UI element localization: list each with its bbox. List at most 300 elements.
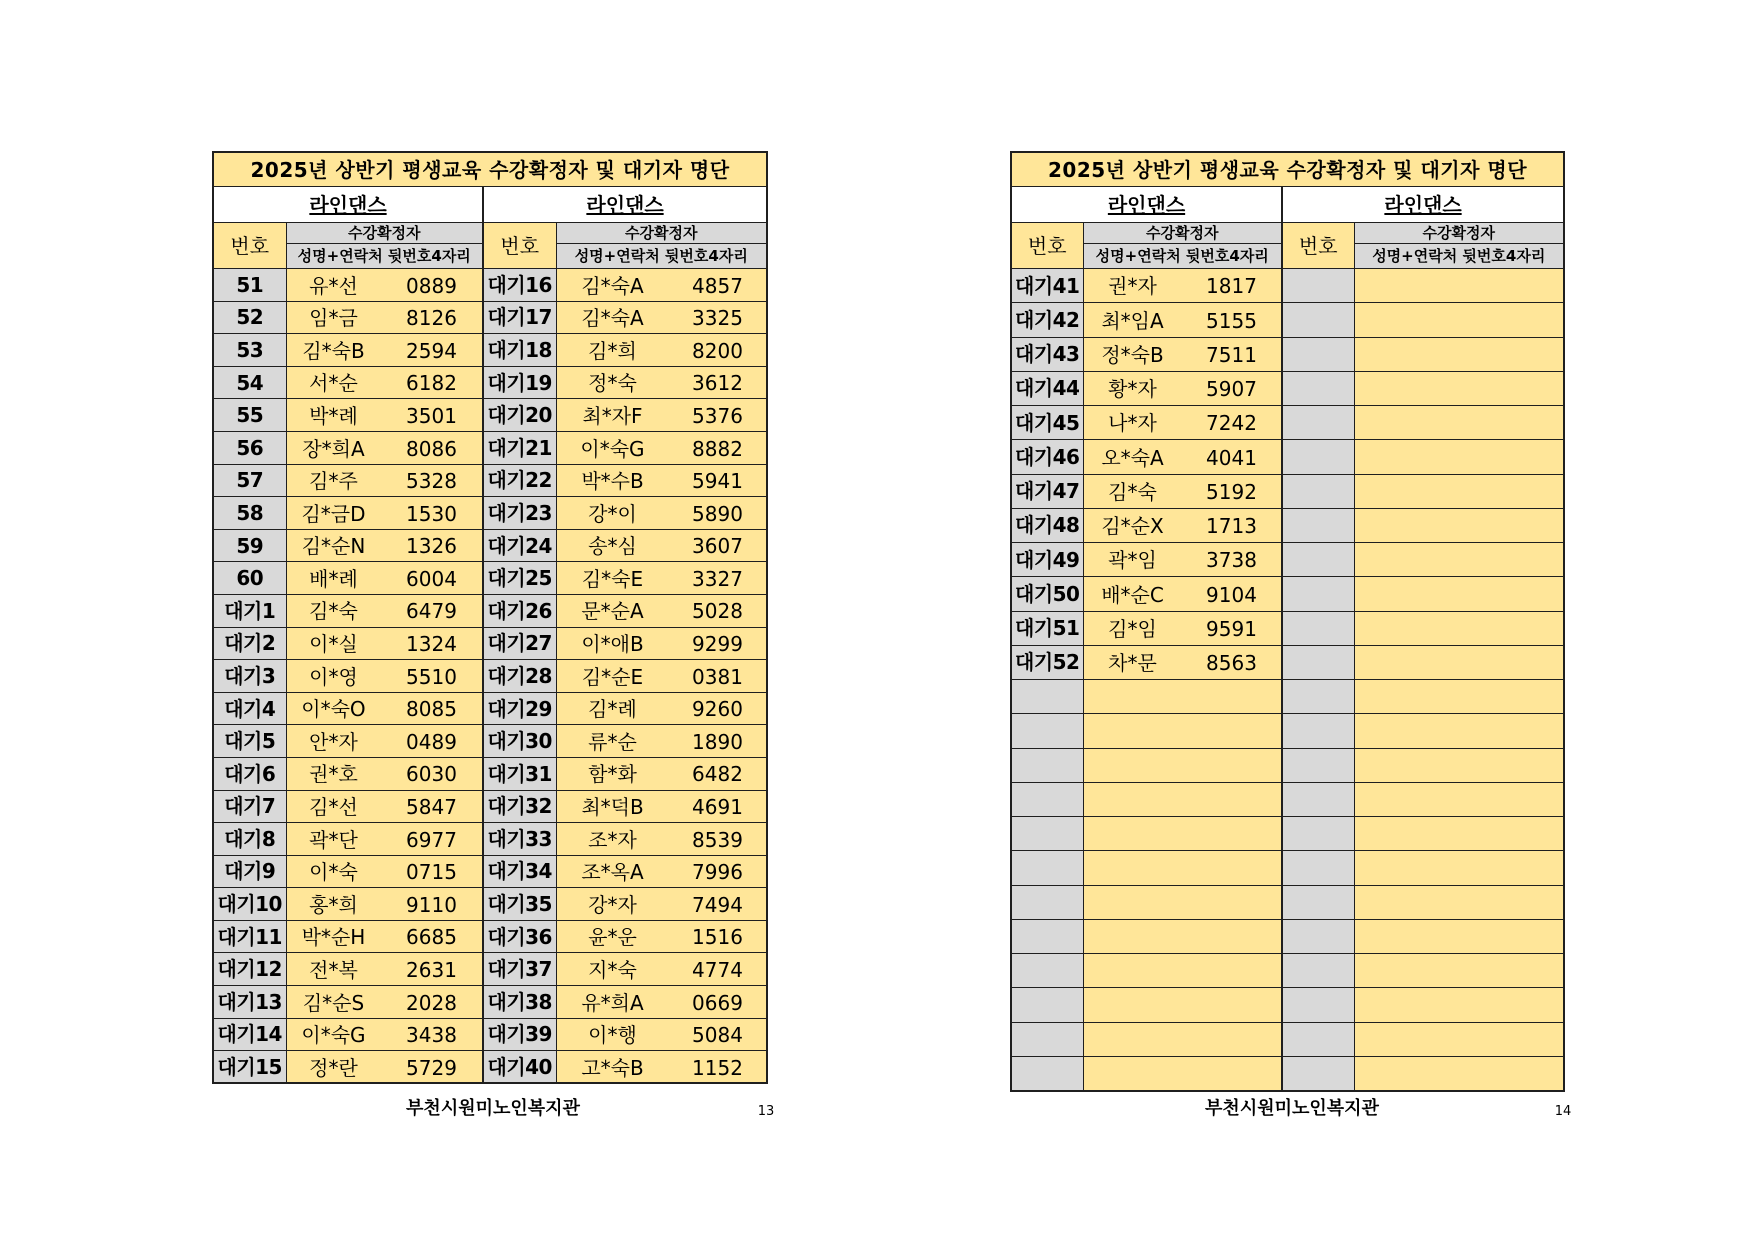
table-row	[1011, 782, 1564, 816]
entry-number: 대기9	[213, 855, 286, 888]
group-header: 수강확정자	[1083, 223, 1282, 244]
entry-number: 대기38	[483, 986, 556, 1019]
organization-footer: 부천시원미노인복지관	[406, 1098, 580, 1119]
entry-cell	[286, 888, 483, 921]
entry-phone-last4: 7242	[1206, 411, 1257, 436]
entry-phone-last4: 3738	[1206, 548, 1257, 573]
entry-cell	[1083, 371, 1282, 405]
entry-number	[1011, 885, 1083, 919]
table-row	[1011, 714, 1564, 748]
entry-number	[1011, 782, 1083, 816]
entry-cell	[556, 301, 767, 334]
entry-phone-last4: 2631	[406, 958, 457, 983]
entry-number	[1282, 440, 1354, 474]
entry-phone-last4: 5028	[692, 599, 743, 624]
entry-number	[1282, 954, 1354, 988]
entry-name: 차*문	[1108, 651, 1157, 676]
entry-phone-last4: 5907	[1206, 377, 1257, 402]
entry-name: 김*임	[1108, 616, 1157, 641]
entry-cell	[1354, 406, 1564, 440]
entry-number	[1282, 406, 1354, 440]
entry-name: 배*순C	[1101, 582, 1164, 607]
roster-table	[212, 151, 768, 1084]
header-row	[1011, 223, 1564, 244]
entry-number: 대기52	[1011, 645, 1083, 679]
entry-cell	[1354, 337, 1564, 371]
entry-phone-last4: 3501	[406, 403, 457, 428]
entry-cell	[1083, 1022, 1282, 1056]
entry-cell	[556, 627, 767, 660]
entry-cell	[556, 725, 767, 758]
entry-cell	[556, 692, 767, 725]
entry-number: 대기37	[483, 953, 556, 986]
entry-cell	[556, 986, 767, 1019]
entry-number: 52	[213, 301, 286, 334]
entry-cell	[286, 855, 483, 888]
entry-phone-last4: 5729	[406, 1055, 457, 1080]
entry-number	[1282, 474, 1354, 508]
table-row	[1011, 337, 1564, 371]
entry-cell	[286, 986, 483, 1019]
entry-name: 이*애B	[581, 632, 644, 657]
entry-number	[1282, 885, 1354, 919]
title-row	[213, 152, 767, 187]
entry-name: 김*숙A	[581, 273, 644, 298]
entry-name: 권*호	[309, 762, 358, 787]
entry-cell	[1354, 748, 1564, 782]
entry-number: 대기10	[213, 888, 286, 921]
entry-name: 김*희	[588, 338, 637, 363]
entry-cell	[1083, 1056, 1282, 1090]
table-row	[213, 1051, 767, 1084]
entry-cell	[1083, 680, 1282, 714]
entry-number: 대기31	[483, 757, 556, 790]
entry-phone-last4: 8563	[1206, 651, 1257, 676]
table-row	[213, 1018, 767, 1051]
section-title: 라인댄스	[586, 192, 664, 217]
entry-cell	[1083, 714, 1282, 748]
entry-phone-last4: 4774	[692, 958, 743, 983]
entry-name: 김*순X	[1101, 514, 1164, 539]
entry-name: 곽*임	[1108, 548, 1157, 573]
entry-phone-last4: 3325	[692, 306, 743, 331]
entry-name: 장*희A	[302, 436, 365, 461]
entry-name: 박*수B	[581, 469, 644, 494]
entry-phone-last4: 8539	[692, 827, 743, 852]
entry-phone-last4: 6030	[406, 762, 457, 787]
entry-cell	[556, 594, 767, 627]
entry-number: 대기15	[213, 1051, 286, 1084]
entry-number: 대기29	[483, 692, 556, 725]
entry-name: 김*례	[588, 697, 637, 722]
entry-cell	[1083, 988, 1282, 1022]
entry-cell	[556, 529, 767, 562]
table-row	[1011, 474, 1564, 508]
entry-number: 대기11	[213, 920, 286, 953]
entry-number: 대기42	[1011, 303, 1083, 337]
entry-name: 정*숙	[588, 371, 637, 396]
table-row	[213, 823, 767, 856]
entry-number: 56	[213, 431, 286, 464]
entry-number	[1282, 508, 1354, 542]
entry-name: 정*란	[309, 1055, 358, 1080]
entry-phone-last4: 4041	[1206, 445, 1257, 470]
entry-cell	[556, 562, 767, 595]
group-header: 수강확정자	[556, 223, 767, 244]
table-row	[1011, 611, 1564, 645]
entry-cell	[556, 334, 767, 367]
entry-number: 대기5	[213, 725, 286, 758]
entry-cell	[286, 920, 483, 953]
entry-name: 강*이	[588, 501, 637, 526]
entry-phone-last4: 3438	[406, 1023, 457, 1048]
table-row	[213, 660, 767, 693]
entry-cell	[1354, 680, 1564, 714]
entry-cell	[1083, 577, 1282, 611]
table-row	[1011, 1022, 1564, 1056]
table-row	[213, 725, 767, 758]
entry-phone-last4: 2594	[406, 338, 457, 363]
table-row	[213, 366, 767, 399]
entry-name: 김*주	[309, 469, 358, 494]
entry-name: 고*숙B	[581, 1055, 644, 1080]
page-number: 14	[1554, 1104, 1572, 1119]
entry-number: 54	[213, 366, 286, 399]
entry-number	[1011, 714, 1083, 748]
entry-cell	[1354, 1056, 1564, 1090]
entry-number: 58	[213, 497, 286, 530]
sub-header: 성명+연락처 뒷번호4자리	[1354, 244, 1564, 269]
entry-phone-last4: 5941	[692, 469, 743, 494]
entry-cell	[1083, 474, 1282, 508]
entry-number	[1011, 748, 1083, 782]
entry-phone-last4: 8200	[692, 338, 743, 363]
entry-number: 대기13	[213, 986, 286, 1019]
entry-number: 대기41	[1011, 269, 1083, 303]
entry-name: 이*숙O	[301, 697, 366, 722]
entry-name: 안*자	[309, 729, 358, 754]
entry-number: 대기18	[483, 334, 556, 367]
entry-name: 전*복	[309, 958, 358, 983]
entry-name: 송*심	[588, 534, 637, 559]
entry-cell	[1354, 303, 1564, 337]
number-header: 번호	[483, 223, 556, 269]
roster-table	[1010, 151, 1565, 1092]
entry-number	[1011, 817, 1083, 851]
entry-phone-last4: 1713	[1206, 514, 1257, 539]
entry-cell	[286, 1051, 483, 1084]
entry-number	[1282, 782, 1354, 816]
entry-number: 대기50	[1011, 577, 1083, 611]
entry-cell	[1354, 611, 1564, 645]
entry-name: 나*자	[1108, 411, 1157, 436]
entry-cell	[1083, 885, 1282, 919]
entry-cell	[1083, 919, 1282, 953]
entry-name: 조*옥A	[581, 860, 644, 885]
table-row	[1011, 988, 1564, 1022]
entry-name: 김*순S	[302, 990, 365, 1015]
entry-cell	[286, 562, 483, 595]
entry-number: 대기34	[483, 855, 556, 888]
entry-cell	[556, 464, 767, 497]
entry-phone-last4: 0715	[406, 860, 457, 885]
entry-name: 강*자	[588, 892, 637, 917]
entry-number: 대기39	[483, 1018, 556, 1051]
entry-phone-last4: 8126	[406, 306, 457, 331]
entry-cell	[286, 757, 483, 790]
entry-number: 대기4	[213, 692, 286, 725]
entry-number: 대기47	[1011, 474, 1083, 508]
entry-cell	[1083, 269, 1282, 303]
entry-phone-last4: 1530	[406, 501, 457, 526]
entry-phone-last4: 7494	[692, 892, 743, 917]
entry-cell	[286, 529, 483, 562]
entry-number: 대기25	[483, 562, 556, 595]
entry-cell	[1354, 782, 1564, 816]
entry-cell	[556, 1051, 767, 1084]
entry-phone-last4: 6482	[692, 762, 743, 787]
table-row	[1011, 371, 1564, 405]
entry-number: 대기19	[483, 366, 556, 399]
entry-cell	[1083, 611, 1282, 645]
entry-name: 지*숙	[588, 958, 637, 983]
entry-number	[1282, 851, 1354, 885]
entry-number: 대기2	[213, 627, 286, 660]
roster-body	[1011, 269, 1564, 1091]
entry-phone-last4: 3327	[692, 566, 743, 591]
entry-cell	[286, 399, 483, 432]
sub-header: 성명+연락처 뒷번호4자리	[556, 244, 767, 269]
page-13-sheet	[212, 151, 766, 1084]
entry-phone-last4: 8086	[406, 436, 457, 461]
table-row	[213, 757, 767, 790]
entry-cell	[1083, 508, 1282, 542]
entry-number	[1282, 714, 1354, 748]
entry-phone-last4: 5890	[692, 501, 743, 526]
entry-cell	[1083, 748, 1282, 782]
table-row	[213, 301, 767, 334]
entry-number: 대기30	[483, 725, 556, 758]
table-row	[213, 431, 767, 464]
entry-phone-last4: 9299	[692, 632, 743, 657]
entry-phone-last4: 0889	[406, 273, 457, 298]
entry-cell	[1354, 1022, 1564, 1056]
entry-phone-last4: 6004	[406, 566, 457, 591]
entry-name: 홍*희	[309, 892, 358, 917]
entry-number: 59	[213, 529, 286, 562]
entry-name: 오*숙A	[1101, 445, 1164, 470]
entry-name: 김*숙	[309, 599, 358, 624]
entry-number: 51	[213, 269, 286, 302]
entry-phone-last4: 5376	[692, 403, 743, 428]
entry-number: 대기35	[483, 888, 556, 921]
document-title: 2025년 상반기 평생교육 수강확정자 및 대기자 명단	[213, 152, 767, 187]
section-heading-cell	[1282, 187, 1564, 223]
group-header: 수강확정자	[1354, 223, 1564, 244]
entry-number	[1011, 1056, 1083, 1090]
section-heading-cell	[483, 187, 767, 223]
table-row	[213, 627, 767, 660]
entry-cell	[1354, 645, 1564, 679]
entry-cell	[1083, 406, 1282, 440]
entry-name: 이*실	[309, 632, 358, 657]
entry-cell	[286, 464, 483, 497]
entry-cell	[286, 692, 483, 725]
entry-phone-last4: 6479	[406, 599, 457, 624]
section-row	[1011, 187, 1564, 223]
entry-number: 대기27	[483, 627, 556, 660]
entry-number: 대기7	[213, 790, 286, 823]
entry-phone-last4: 9260	[692, 697, 743, 722]
entry-name: 이*영	[309, 664, 358, 689]
entry-phone-last4: 1152	[692, 1055, 743, 1080]
table-row	[213, 594, 767, 627]
table-row	[1011, 577, 1564, 611]
entry-name: 권*자	[1108, 274, 1157, 299]
entry-cell	[1083, 440, 1282, 474]
entry-number	[1011, 1022, 1083, 1056]
entry-cell	[1083, 645, 1282, 679]
entry-phone-last4: 3607	[692, 534, 743, 559]
entry-phone-last4: 1516	[692, 925, 743, 950]
entry-number: 대기8	[213, 823, 286, 856]
table-row	[1011, 440, 1564, 474]
entry-phone-last4: 5510	[406, 664, 457, 689]
entry-number	[1282, 1056, 1354, 1090]
entry-cell	[1354, 474, 1564, 508]
entry-number	[1282, 645, 1354, 679]
entry-phone-last4: 1890	[692, 729, 743, 754]
entry-phone-last4: 9591	[1206, 616, 1257, 641]
table-row	[1011, 885, 1564, 919]
entry-name: 황*자	[1108, 377, 1157, 402]
table-row	[213, 529, 767, 562]
entry-number	[1282, 371, 1354, 405]
entry-name: 윤*운	[588, 925, 637, 950]
table-row	[213, 920, 767, 953]
entry-cell	[1354, 885, 1564, 919]
entry-number: 대기40	[483, 1051, 556, 1084]
entry-number: 대기6	[213, 757, 286, 790]
table-row	[213, 986, 767, 1019]
table-row	[213, 399, 767, 432]
entry-number: 대기20	[483, 399, 556, 432]
entry-cell	[286, 366, 483, 399]
entry-cell	[286, 334, 483, 367]
table-row	[1011, 645, 1564, 679]
entry-cell	[556, 953, 767, 986]
entry-cell	[1354, 577, 1564, 611]
entry-phone-last4: 4857	[692, 273, 743, 298]
entry-cell	[1083, 817, 1282, 851]
entry-phone-last4: 0489	[406, 729, 457, 754]
entry-number: 대기24	[483, 529, 556, 562]
entry-cell	[1354, 714, 1564, 748]
entry-cell	[286, 269, 483, 302]
section-title: 라인댄스	[1107, 192, 1186, 217]
number-header: 번호	[1282, 223, 1354, 269]
table-row	[1011, 748, 1564, 782]
entry-phone-last4: 7511	[1206, 342, 1257, 367]
entry-name: 김*숙B	[302, 338, 365, 363]
table-row	[1011, 508, 1564, 542]
sub-header: 성명+연락처 뒷번호4자리	[1083, 244, 1282, 269]
entry-cell	[286, 660, 483, 693]
title-row	[1011, 152, 1564, 187]
entry-cell	[1354, 919, 1564, 953]
entry-cell	[1354, 954, 1564, 988]
entry-cell	[286, 497, 483, 530]
entry-number: 대기43	[1011, 337, 1083, 371]
number-header: 번호	[1011, 223, 1083, 269]
entry-number	[1011, 851, 1083, 885]
entry-number	[1011, 954, 1083, 988]
page-number: 13	[757, 1104, 775, 1119]
table-row	[213, 562, 767, 595]
entry-cell	[1083, 543, 1282, 577]
entry-name: 김*순E	[581, 664, 644, 689]
entry-number: 대기23	[483, 497, 556, 530]
entry-name: 임*금	[309, 306, 358, 331]
number-header: 번호	[213, 223, 286, 269]
table-row	[1011, 919, 1564, 953]
entry-cell	[1354, 269, 1564, 303]
table-row	[1011, 817, 1564, 851]
section-title: 라인댄스	[1384, 192, 1462, 217]
table-row	[213, 855, 767, 888]
entry-cell	[556, 757, 767, 790]
entry-cell	[556, 855, 767, 888]
entry-name: 배*례	[309, 566, 358, 591]
entry-phone-last4: 3612	[692, 371, 743, 396]
entry-phone-last4: 4691	[692, 795, 743, 820]
entry-phone-last4: 6685	[406, 925, 457, 950]
section-row	[213, 187, 767, 223]
entry-name: 최*임A	[1101, 308, 1164, 333]
entry-number: 60	[213, 562, 286, 595]
entry-name: 김*숙E	[581, 566, 644, 591]
entry-cell	[556, 497, 767, 530]
entry-phone-last4: 1324	[406, 632, 457, 657]
entry-phone-last4: 1326	[406, 534, 457, 559]
entry-number	[1282, 988, 1354, 1022]
entry-name: 서*순	[309, 371, 358, 396]
entry-number: 대기3	[213, 660, 286, 693]
entry-cell	[556, 660, 767, 693]
entry-name: 최*덕B	[581, 795, 644, 820]
group-header: 수강확정자	[286, 223, 483, 244]
entry-cell	[1354, 851, 1564, 885]
entry-name: 문*순A	[581, 599, 644, 624]
entry-number: 대기44	[1011, 371, 1083, 405]
entry-cell	[1354, 817, 1564, 851]
organization-footer: 부천시원미노인복지관	[1205, 1098, 1379, 1119]
entry-phone-last4: 7996	[692, 860, 743, 885]
entry-number	[1282, 543, 1354, 577]
entry-number: 대기21	[483, 431, 556, 464]
table-row	[213, 692, 767, 725]
entry-number: 대기12	[213, 953, 286, 986]
entry-number: 대기46	[1011, 440, 1083, 474]
entry-name: 박*례	[309, 403, 358, 428]
entry-cell	[556, 1018, 767, 1051]
document-title: 2025년 상반기 평생교육 수강확정자 및 대기자 명단	[1011, 152, 1564, 187]
entry-number: 대기45	[1011, 406, 1083, 440]
entry-phone-last4: 1817	[1206, 274, 1257, 299]
entry-cell	[286, 301, 483, 334]
page-14-sheet	[1010, 151, 1563, 1092]
entry-cell	[556, 888, 767, 921]
